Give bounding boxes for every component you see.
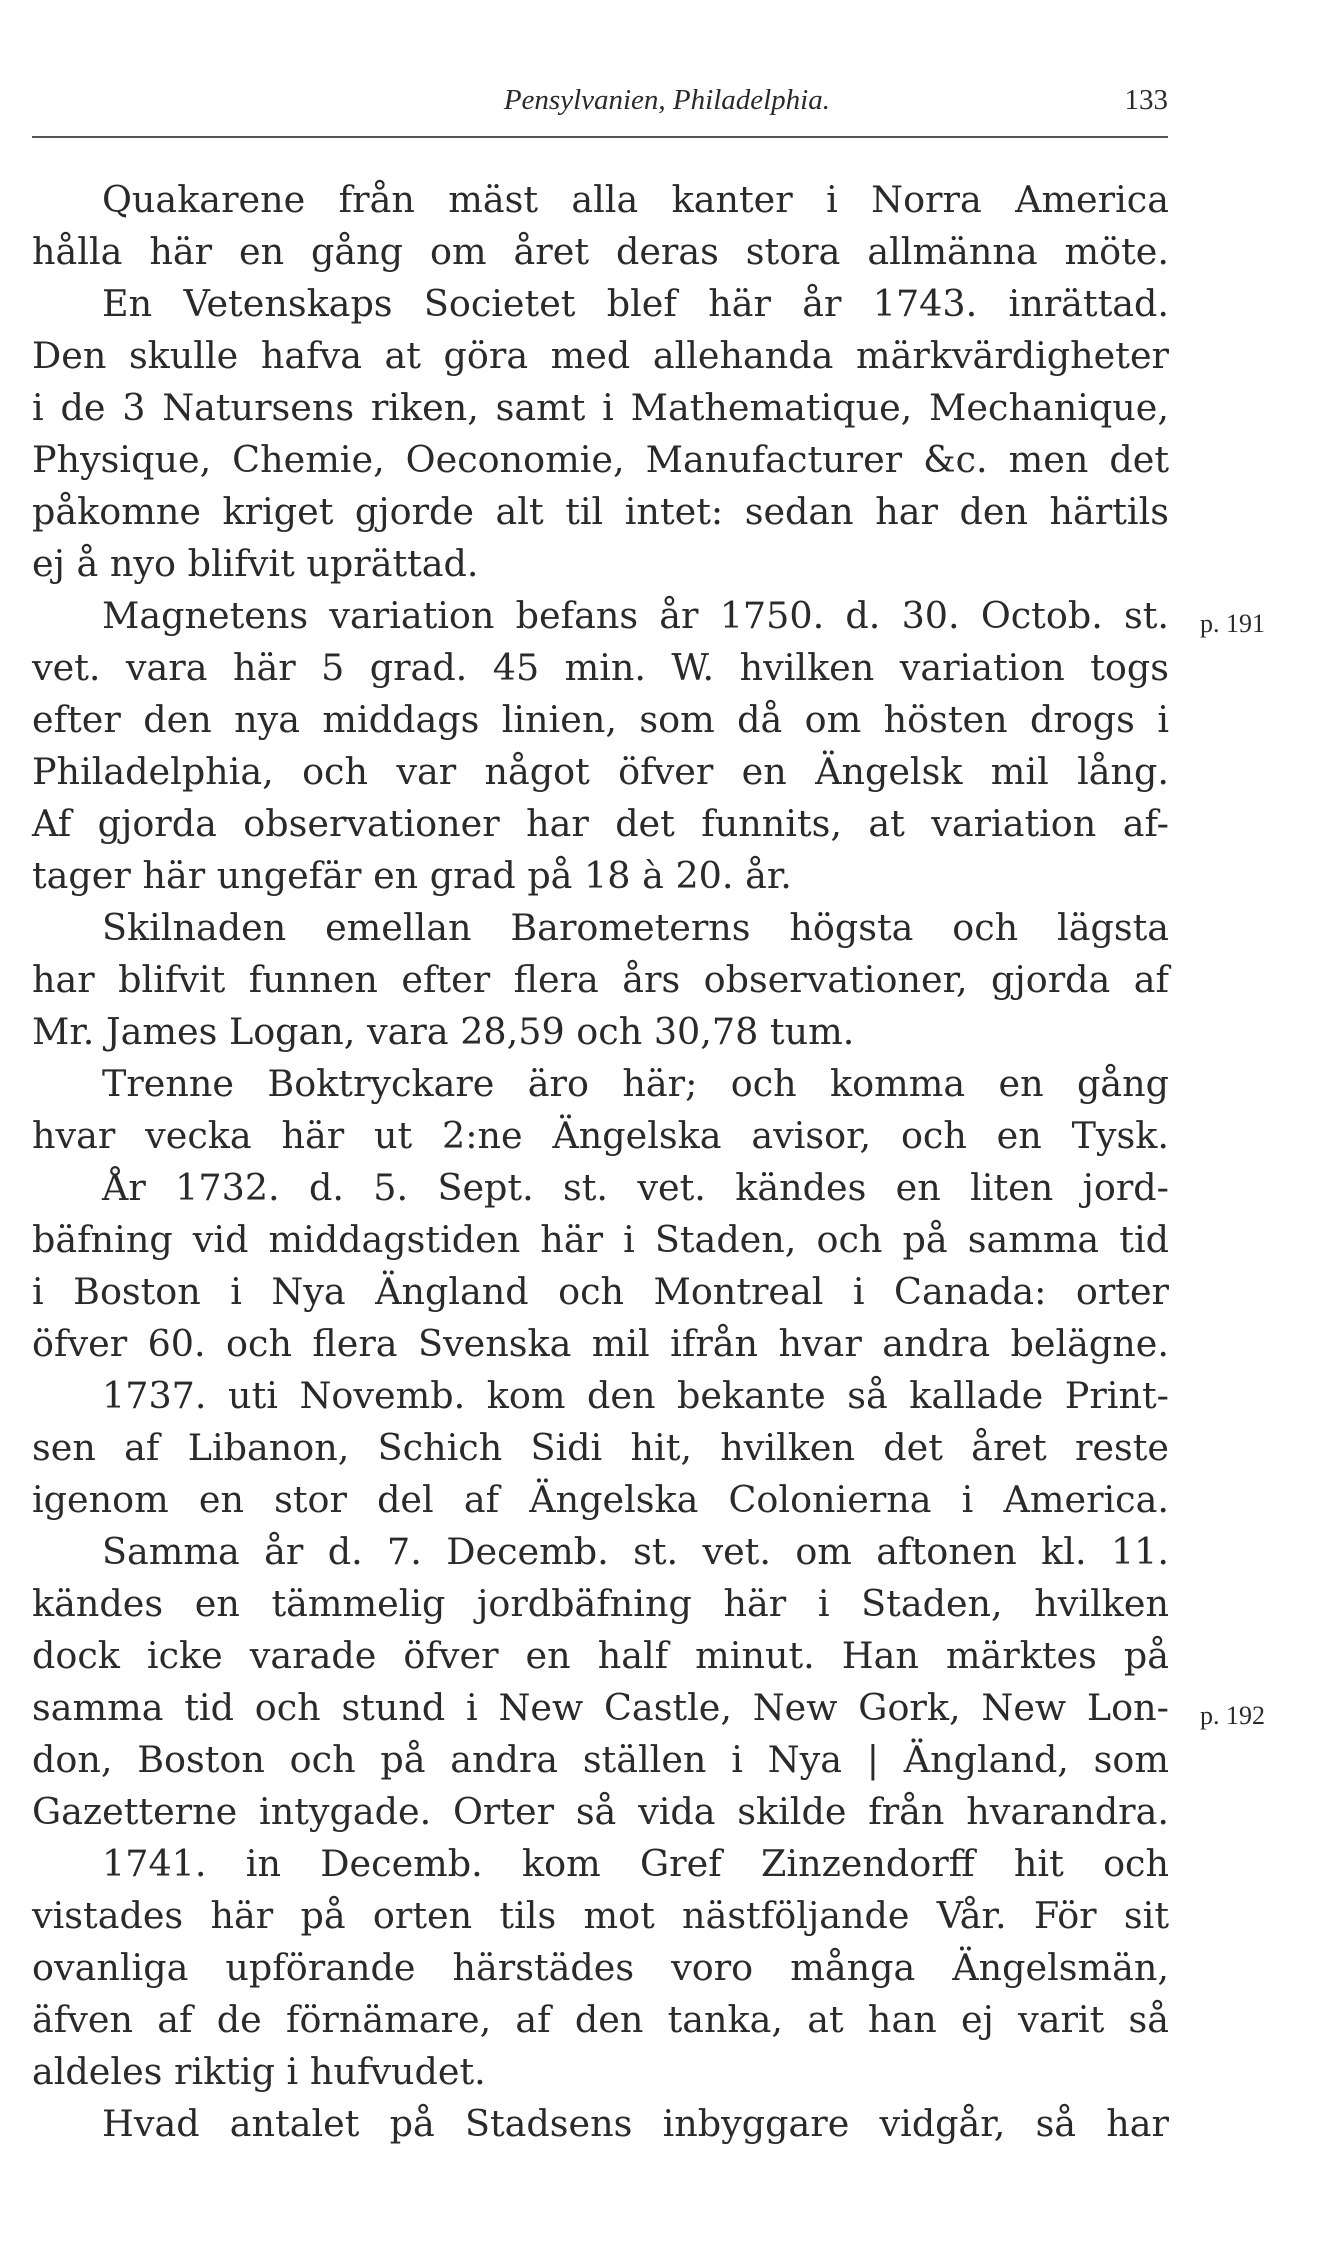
- text-line: Skilnaden emellan Barometerns högsta och lägsta: [102, 906, 1169, 949]
- text-line: aldeles riktig i hufvudet.: [32, 2050, 486, 2093]
- text-line: Af gjorda observationer har det funnits, at variation af-: [32, 802, 1169, 845]
- text-line: samma tid och stund i New Castle, New Gork, New Lon-: [32, 1686, 1169, 1729]
- text-line: tager här ungefär en grad på 18 à 20. år.: [32, 854, 792, 897]
- text-line: dock icke varade öfver en half minut. Han märktes på: [32, 1634, 1169, 1677]
- text-line: Den skulle hafva at göra med allehanda märkvärdigheter: [32, 334, 1169, 377]
- text-line: äfven af de förnämare, af den tanka, at han ej varit så: [32, 1998, 1169, 2041]
- text-line: ovanliga upförande härstädes voro många Ängelsmän,: [32, 1946, 1169, 1989]
- text-line: hålla här en gång om året deras stora allmänna möte.: [32, 230, 1169, 273]
- text-line: sen af Libanon, Schich Sidi hit, hvilken det året reste: [32, 1426, 1169, 1469]
- text-line: Trenne Boktryckare äro här; och komma en gång: [102, 1062, 1169, 1105]
- text-line: i Boston i Nya Ängland och Montreal i Canada: orter: [32, 1270, 1169, 1313]
- text-line: i de 3 Natursens riken, samt i Mathematique, Mechanique,: [32, 386, 1169, 429]
- text-line: öfver 60. och flera Svenska mil ifrån hvar andra belägne.: [32, 1322, 1169, 1365]
- text-line: 1741. in Decemb. kom Gref Zinzendorff hit och: [102, 1842, 1169, 1885]
- text-line: påkomne kriget gjorde alt til intet: sedan har den härtils: [32, 490, 1169, 533]
- text-line: kändes en tämmelig jordbäfning här i Staden, hvilken: [32, 1582, 1169, 1625]
- text-line: igenom en stor del af Ängelska Colonierna i America.: [32, 1478, 1169, 1521]
- text-line: har blifvit funnen efter flera års observationer, gjorda af: [32, 958, 1169, 1001]
- text-line: bäfning vid middagstiden här i Staden, och på samma tid: [32, 1218, 1169, 1261]
- text-line: 1737. uti Novemb. kom den bekante så kallade Print-: [102, 1374, 1169, 1417]
- text-line: År 1732. d. 5. Sept. st. vet. kändes en liten jord-: [102, 1166, 1169, 1209]
- margin-note-page-ref: p. 191: [1200, 609, 1265, 638]
- text-line: En Vetenskaps Societet blef här år 1743. inrättad.: [102, 282, 1169, 325]
- body-text: [32, 174, 1169, 2150]
- text-line: Physique, Chemie, Oeconomie, Manufacturer &c. men det: [32, 438, 1169, 481]
- text-line: ej å nyo blifvit uprättad.: [32, 542, 479, 585]
- text-line: Samma år d. 7. Decemb. st. vet. om aftonen kl. 11.: [102, 1530, 1169, 1573]
- margin-note-page-ref: p. 192: [1200, 1701, 1265, 1730]
- text-line: Quakarene från mäst alla kanter i Norra America: [102, 178, 1169, 221]
- page-number: 133: [1124, 84, 1168, 116]
- header-rule: [32, 136, 1168, 138]
- text-line: hvar vecka här ut 2:ne Ängelska avisor, och en Tysk.: [32, 1114, 1169, 1157]
- running-head: Pensylvanien, Philadelphia.: [503, 84, 830, 116]
- text-line: Magnetens variation befans år 1750. d. 30. Octob. st.: [102, 594, 1169, 637]
- text-line: Gazetterne intygade. Orter så vida skilde från hvarandra.: [32, 1790, 1169, 1833]
- page-header: [30, 84, 1170, 124]
- text-line: don, Boston och på andra ställen i Nya | Ängland, som: [32, 1738, 1169, 1781]
- text-line: Mr. James Logan, vara 28,59 och 30,78 tum.: [32, 1010, 855, 1053]
- text-line: Hvad antalet på Stadsens inbyggare vidgår, så har: [102, 2102, 1169, 2145]
- text-line: vistades här på orten tils mot nästföljande Vår. För sit: [32, 1894, 1169, 1937]
- text-line: Philadelphia, och var något öfver en Ängelsk mil lång.: [32, 750, 1169, 793]
- text-line: vet. vara här 5 grad. 45 min. W. hvilken variation togs: [32, 646, 1169, 689]
- text-line: efter den nya middags linien, som då om hösten drogs i: [32, 698, 1169, 741]
